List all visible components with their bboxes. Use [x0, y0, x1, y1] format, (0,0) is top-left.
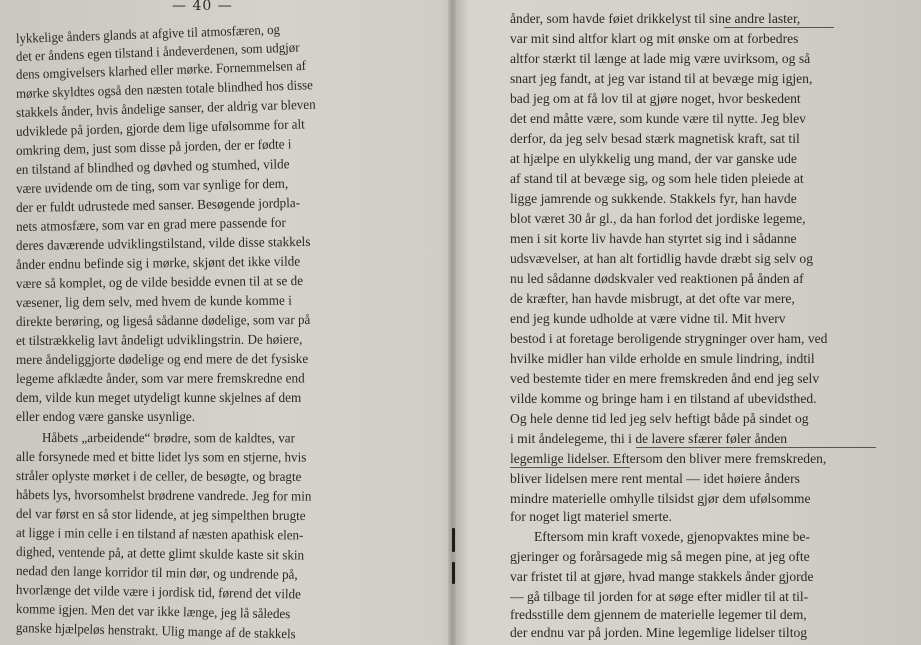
text-line: udviklede på jorden, gjorde dem lige ufølsomme for alt	[15, 116, 305, 139]
text-line: fredsstille dem gjennem de materielle legemer til dem,	[510, 607, 807, 622]
text-line: mørke skyldtes også den næsten totale blindhed hos disse	[15, 77, 314, 101]
text-line: i mit åndelegeme, thi i de lavere sfærer føler ånden	[510, 431, 788, 446]
text-line: nets atmosfære, som var en grad mere passende for	[15, 214, 286, 234]
text-line: håbets lys, hvorsomhelst brødrene vandrede. Jeg for min	[15, 487, 312, 504]
text-line: ånder, som havde føiet drikkelyst til sine andre laster,	[510, 11, 801, 26]
text-line: væsener, lig dem selv, med hvem de kunde komme i	[15, 292, 292, 310]
text-line: være så komplet, og de vilde besidde evnen til at se de	[15, 272, 304, 291]
text-line: en tilstand af blindhed og døvhed og stumhed, vilde	[15, 156, 290, 177]
text-line: var fristet til at gjøre, hvad mange stakkels ånder gjorde	[510, 569, 814, 584]
text-line: der er fuldt udrustede med sanser. Besøgende jordpla-	[15, 195, 301, 215]
text-line: omkring dem, just som disse på jorden, der er fødte i	[15, 136, 292, 158]
text-line: legemlige lidelser. Eftersom den bliver mere fremskreden,	[510, 451, 827, 466]
text-line: del var først en så stor lidende, at jeg simpelthen brugte	[15, 506, 306, 524]
text-line: snart jeg fandt, at jeg var istand til at bevæge mig igjen,	[510, 71, 813, 86]
binding-mark	[452, 528, 455, 552]
text-line: direkte berøring, og ligeså sådanne dødelige, som var på	[15, 311, 311, 329]
text-line: bad jeg om at få lov til at gjøre noget, hvor beskedent	[510, 91, 801, 106]
text-line: eller endog være ganske usynlige.	[16, 409, 196, 424]
text-line: legeme afklædte ånder, som var mere fremskredne end	[15, 370, 305, 386]
text-line: lykkelige ånders glands at afgive til atmosfæren, og	[15, 21, 281, 46]
text-line: at ligge i min celle i en tilstand af næsten apathisk elen-	[15, 525, 304, 543]
text-line: end jeg kunde udholde at være vidne til. Mit hverv	[510, 311, 786, 326]
text-line: alle forsynede med et bitte lidet lys som en stjerne, hvis	[15, 449, 307, 465]
text-line: hvorlænge det vilde være i jordisk tid, førend det vilde	[15, 582, 301, 602]
text-line: bestod i at foretage beroligende strygninger over ham, ved	[510, 331, 828, 346]
text-line: mindre materielle omhylle tilsidst gjør dem ufølsomme	[510, 491, 811, 506]
text-line: komme igjen. Men det var ikke længe, jeg lå således	[15, 601, 291, 622]
text-line: nedad den lange korridor til min dør, og undrende på,	[15, 563, 298, 582]
pencil-underline	[636, 447, 876, 448]
text-line: altfor stærkt til længe at lade mig være uvirksom, og så	[510, 51, 811, 66]
text-line: vilde komme og bringe ham i en tilstand af ubevidsthed.	[510, 391, 817, 406]
text-line: Og hele denne tid led jeg selv heftigt både på sindet og	[510, 411, 809, 426]
text-line: stakkels ånder, hvis åndelige sanser, der aldrig var bleven	[15, 96, 316, 120]
text-line: blot været 30 år gl., da han forlod det jordiske legeme,	[510, 211, 806, 226]
text-line: hvilke midler han vilde erholde en smule lindring, indtil	[510, 351, 815, 366]
text-line: for noget ligt materiel smerte.	[510, 509, 672, 524]
text-line: gjeringer og forårsagede mig så megen pine, at jeg ofte	[510, 549, 810, 564]
text-line: dens omgivelsers klarhed eller mørke. Fornemmelsen af	[15, 57, 307, 82]
text-line: derfor, da jeg selv besad stærk magnetisk kraft, sat til	[510, 131, 800, 146]
text-line: dighed, ventende på, at dette glimt skulde kaste sit skin	[15, 544, 305, 563]
text-line: det er åndens egen tilstand i åndeverdenen, som udgjør	[15, 39, 300, 64]
text-line: ånder endnu befinde sig i mørke, skjønt det ikke vilde	[15, 253, 301, 272]
pencil-underline	[510, 467, 630, 468]
text-line: deres daværende udviklingstilstand, vilde disse stakkels	[15, 233, 311, 253]
text-line: ganske hjælpeløs henstrakt. Ulig mange af de stakkels	[15, 620, 296, 642]
text-line: udsvævelser, at han alt fortidlig havde dræbt sig selv og	[510, 251, 813, 266]
text-line: ligge jamrende og sukkende. Stakkels fyr, han havde	[510, 191, 797, 206]
text-line: af stand til at bevæge sig, og som hele tiden pleiede at	[510, 171, 804, 186]
text-line: dem, vilde kun meget utydeligt kunne skjelnes af dem	[16, 390, 302, 405]
text-line: det end måtte være, som kunde være til nytte. Jeg blev	[510, 111, 806, 126]
text-line: være uvidende om de ting, som var synlige for dem,	[15, 175, 289, 196]
text-line: bliver lidelsen mere rent mental — idet høiere ånders	[510, 471, 800, 486]
pencil-underline	[724, 27, 834, 28]
text-line: der endnu var på jorden. Mine legemlige lidelser tiltog	[510, 625, 808, 640]
text-line: men i sit korte liv havde han styrtet sig ind i sådanne	[510, 231, 797, 246]
text-line: var mit sind altfor klart og mit ønske om at forbedres	[510, 31, 799, 46]
text-line: at hjælpe en ulykkelig ung mand, der var ganske ude	[510, 151, 797, 166]
text-line: mere åndeliggjorte dødelige og end mere de det fysiske	[15, 350, 309, 367]
text-line: Håbets „arbeidende“ brødre, som de kaldtes, var	[41, 430, 295, 446]
text-line: et tilstrækkelig lavt åndeligt udviklingstrin. De høiere,	[15, 331, 303, 348]
text-line: ved bestemte tider en mere fremskreden ånd end jeg selv	[510, 371, 820, 386]
page-number: — 40 —	[172, 0, 233, 14]
text-line: Eftersom min kraft voxede, gjenopvaktes mine be-	[534, 529, 810, 544]
text-line: — gå tilbage til jorden for at søge efter midler til at til-	[510, 589, 809, 604]
text-line: nu led sådanne dødskvaler ved reaktionen på ånden af	[510, 271, 804, 286]
binding-mark	[452, 562, 455, 584]
text-line: de kræfter, han havde misbrugt, at det ofte var mere,	[510, 291, 795, 306]
text-line: stråler oplyste mørket i de celler, de besøgte, og bragte	[15, 468, 302, 484]
